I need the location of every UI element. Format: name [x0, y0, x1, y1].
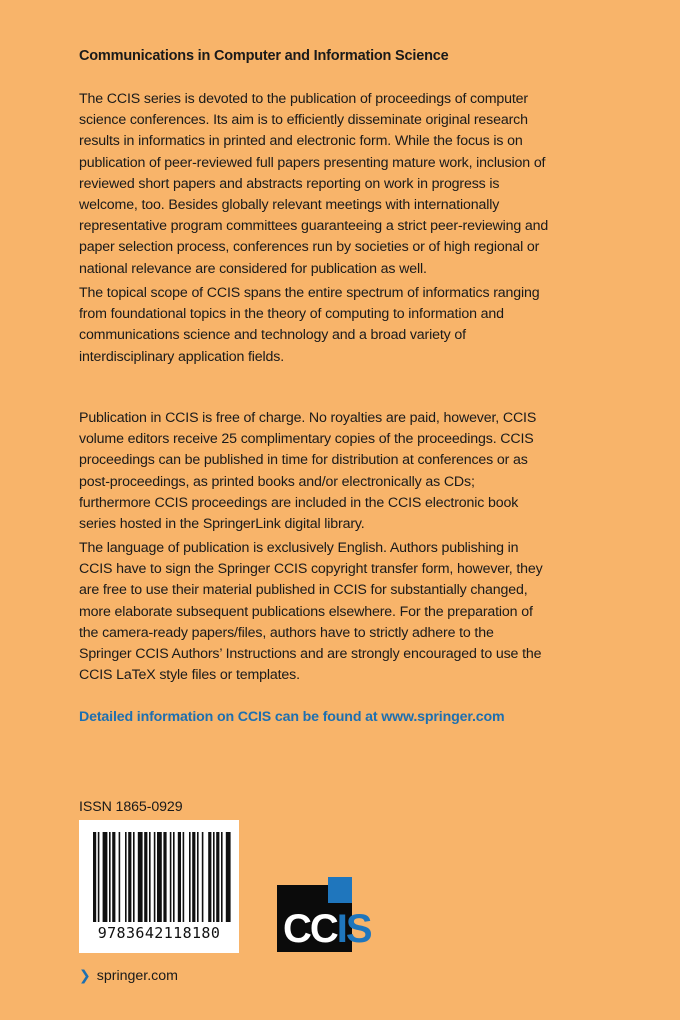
- barcode-bar: [128, 832, 131, 922]
- isbn-digits: 9783642118180: [97, 924, 221, 942]
- ccis-logo: [277, 877, 375, 952]
- barcode-bar: [93, 832, 96, 922]
- barcode-bar: [226, 832, 231, 922]
- barcode-bar: [144, 832, 147, 922]
- chevron-right-icon: ❯: [79, 967, 91, 983]
- barcode-bar: [213, 832, 215, 922]
- barcode-bar: [192, 832, 195, 922]
- series-title: Communications in Computer and Information Science: [79, 48, 449, 64]
- barcode-bar: [119, 832, 121, 922]
- barcode-bar: [183, 832, 185, 922]
- barcode-bar: [189, 832, 191, 922]
- barcode-bar: [133, 832, 135, 922]
- barcode-bar: [208, 832, 211, 922]
- paragraph-language-requirements: The language of publication is exclusively English. Authors publishing in CCIS have to sign the Springer CCIS copyright transfer form, however, they are free to use their material published in CCIS for substantially changed, more elaborate subsequent publications elsewhere. For the preparation of the camera-ready papers/files, authors have to strictly adhere to the Springer CCIS Authors’ Instructions and are strongly encouraged to use the CCIS LaTeX style files or templates.: [79, 540, 543, 684]
- barcode-bar: [163, 832, 166, 922]
- barcode-bar: [173, 832, 175, 922]
- logo-text-is: IS: [336, 907, 371, 951]
- barcode-bar: [103, 832, 108, 922]
- barcode-bar: [98, 832, 100, 922]
- springer-site-link[interactable]: [79, 967, 178, 984]
- barcode-bar: [149, 832, 151, 922]
- isbn-barcode: [79, 820, 239, 953]
- barcode-bar: [197, 832, 199, 922]
- logo-text-cc: CC: [283, 907, 337, 951]
- barcode-bar: [178, 832, 181, 922]
- barcode-bar: [109, 832, 111, 922]
- barcode-bar: [125, 832, 127, 922]
- barcode-bar: [221, 832, 223, 922]
- issn-label: ISSN 1865-0929: [79, 799, 183, 815]
- barcode-bar: [157, 832, 162, 922]
- barcode-bars: [79, 820, 239, 924]
- barcode-bar: [112, 832, 115, 922]
- barcode-bar: [154, 832, 156, 922]
- logo-blue-square: [328, 877, 352, 903]
- paragraph-topical-scope: The topical scope of CCIS spans the entire spectrum of informatics ranging from foundational topics in the theory of computing to information and communications science and technology and a broad variety of interdisciplinary application fields.: [79, 285, 540, 365]
- barcode-bar: [216, 832, 219, 922]
- barcode-bar: [138, 832, 143, 922]
- detailed-info-link[interactable]: Detailed information on CCIS can be found at www.springer.com: [79, 709, 505, 725]
- site-label: springer.com: [96, 967, 178, 984]
- barcode-bar: [170, 832, 172, 922]
- barcode-bar: [202, 832, 204, 922]
- paragraph-series-description: The CCIS series is devoted to the publication of proceedings of computer science conferences. Its aim is to efficiently disseminate original research results in informatics in printed and electronic form. While the focus is on publication of peer-reviewed full papers presenting mature work, inclusion of reviewed short papers and abstracts reporting on work in progress is welcome, too. Besides globally relevant meetings with internationally representative program committees guaranteeing a strict peer-reviewing and paper selection process, conferences run by societies or of high regional or national relevance are considered for publication as well.: [79, 91, 549, 277]
- paragraph-publication-terms: Publication in CCIS is free of charge. No royalties are paid, however, CCIS volume editors receive 25 complimentary copies of the proceedings. CCIS proceedings can be published in time for distribution at conferences or as post-proceedings, as printed books and/or electronically as CDs; furthermore CCIS proceedings are included in the CCIS electronic book series hosted in the SpringerLink digital library.: [79, 410, 537, 533]
- logo-text: [283, 907, 371, 951]
